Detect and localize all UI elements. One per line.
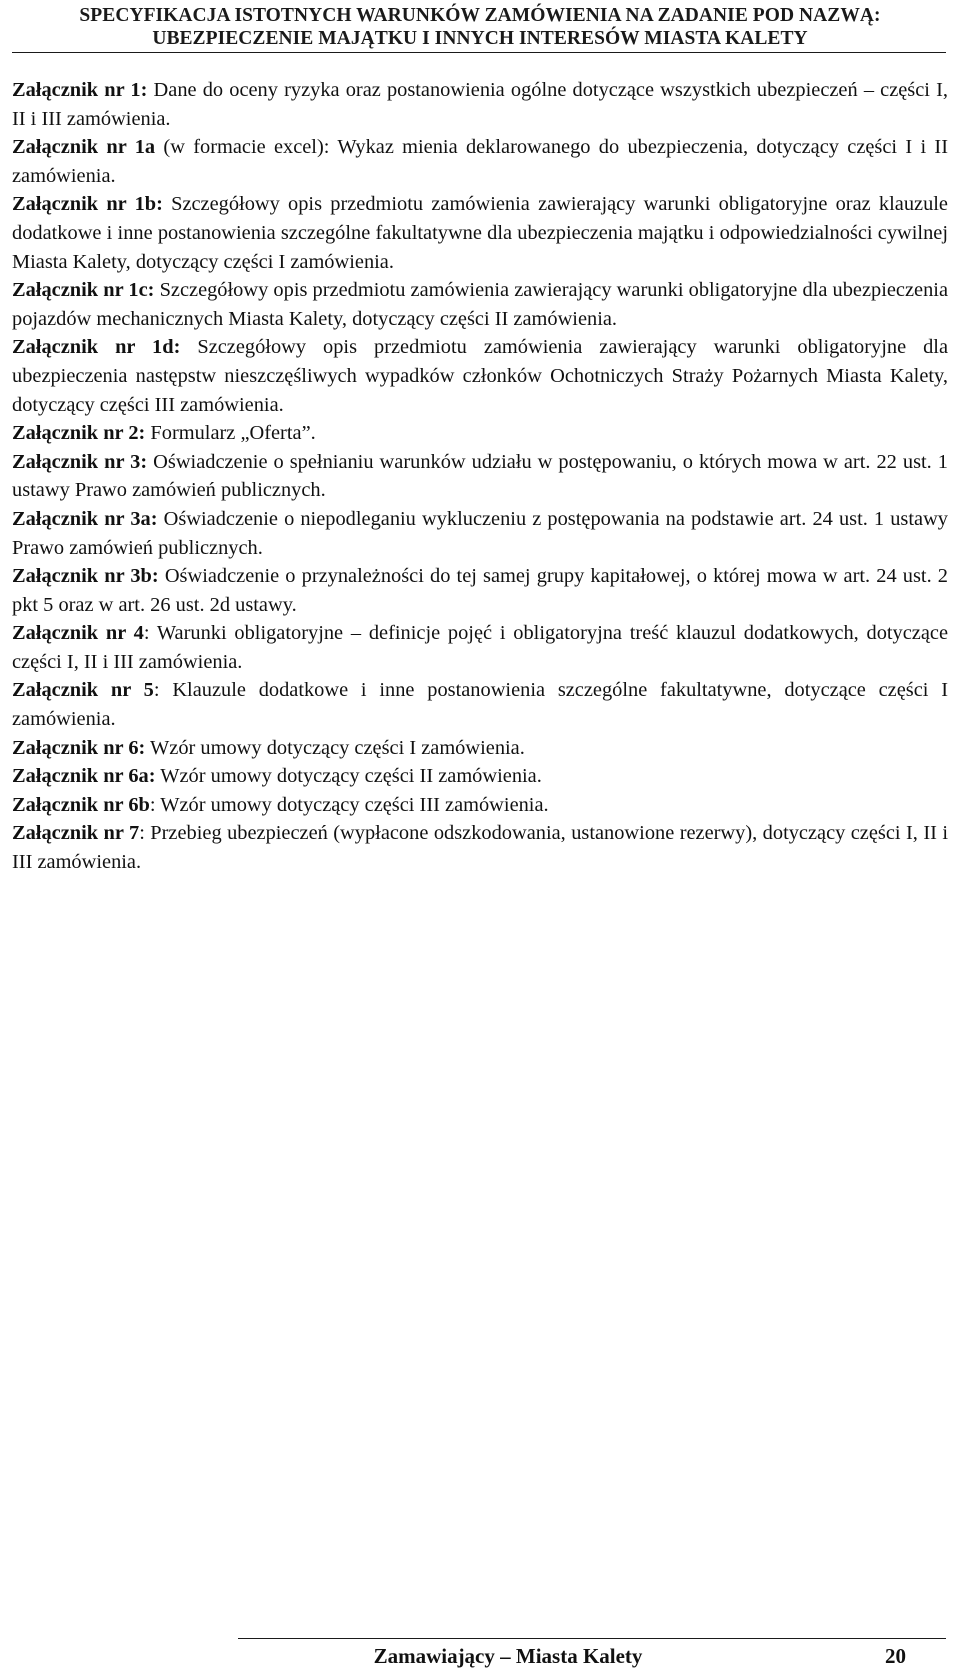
attachment-text: : Przebieg ubezpieczeń (wypłacone odszkodowania, ustanowione rezerwy), dotyczący części I, II i III zamówienia. bbox=[12, 822, 949, 874]
attachment-label: Załącznik nr 4 bbox=[12, 622, 144, 645]
attachment-text: (w formacie excel): Wykaz mienia deklarowanego do ubezpieczenia, dotyczący części I i II zamówienia. bbox=[12, 136, 948, 187]
attachment-label: Załącznik nr 3: bbox=[12, 450, 148, 473]
attachment-label: Załącznik nr 1a bbox=[12, 136, 156, 159]
attachment-label: Załącznik nr 6b bbox=[12, 793, 150, 816]
attachment-label: Załącznik nr 6a: bbox=[12, 765, 156, 788]
attachment-5 bbox=[12, 676, 948, 733]
attachment-text: : Klauzule dodatkowe i inne postanowienia szczególne fakultatywne, dotyczące części I zamówienia. bbox=[12, 679, 948, 731]
header-line-2: UBEZPIECZENIE MAJĄTKU I INNYCH INTERESÓW MIASTA KALETY bbox=[152, 28, 808, 49]
attachment-label: Załącznik nr 2: bbox=[12, 422, 146, 445]
attachment-label: Załącznik nr 6: bbox=[12, 736, 146, 759]
attachment-label: Załącznik nr 3a: bbox=[12, 507, 158, 530]
attachment-2 bbox=[12, 419, 948, 448]
attachment-1a bbox=[12, 133, 948, 190]
attachment-text: Szczegółowy opis przedmiotu zamówienia zawierający warunki obligatoryjne oraz klauzule dodatkowe i inne postanowienia szczególne fakultatywne dla ubezpieczenia majątku i odpowiedzialności cywilnej Miasta Kalety, dotyczący części I zamówienia. bbox=[12, 193, 948, 273]
attachment-text: : Wzór umowy dotyczący części III zamówienia. bbox=[149, 793, 549, 816]
attachment-3b bbox=[12, 562, 948, 619]
document-header bbox=[12, 4, 948, 50]
attachment-3 bbox=[12, 448, 948, 505]
attachment-label: Załącznik nr 1d: bbox=[12, 336, 181, 359]
attachment-1d bbox=[12, 333, 948, 419]
footer-divider bbox=[238, 1638, 946, 1639]
attachment-6b bbox=[12, 791, 948, 820]
attachment-text: Szczegółowy opis przedmiotu zamówienia zawierający warunki obligatoryjne dla ubezpieczenia następstw nieszczęśliwych wypadków członków Ochotniczych Straży Pożarnych Miasta Kalety, dotyczący części III zamówienia. bbox=[12, 336, 948, 416]
attachment-4 bbox=[12, 619, 948, 676]
attachment-label: Załącznik nr 1b: bbox=[12, 193, 163, 216]
attachment-text: Dane do oceny ryzyka oraz postanowienia ogólne dotyczące wszystkich ubezpieczeń – części I, II i III zamówienia. bbox=[12, 79, 948, 130]
attachment-text: Oświadczenie o niepodleganiu wykluczeniu z postępowania na podstawie art. 24 ust. 1 ustawy Prawo zamówień publicznych. bbox=[12, 507, 948, 559]
attachment-label: Załącznik nr 1: bbox=[12, 79, 148, 101]
attachment-7 bbox=[12, 819, 948, 876]
attachment-label: Załącznik nr 7 bbox=[12, 822, 140, 845]
attachment-3a bbox=[12, 505, 948, 562]
header-line-1: SPECYFIKACJA ISTOTNYCH WARUNKÓW ZAMÓWIENIA NA ZADANIE POD NAZWĄ: bbox=[79, 5, 881, 26]
footer-organization: Zamawiający – Miasta Kalety bbox=[373, 1644, 643, 1668]
attachment-text: : Warunki obligatoryjne – definicje pojęć i obligatoryjna treść klauzul dodatkowych, dotyczące części I, II i III zamówienia. bbox=[12, 622, 949, 673]
attachments-list bbox=[12, 76, 948, 877]
attachment-label: Załącznik nr 1c: bbox=[12, 279, 155, 302]
attachment-1c bbox=[12, 276, 948, 333]
attachment-text: Wzór umowy dotyczący części II zamówienia. bbox=[155, 765, 542, 788]
attachment-text: Szczegółowy opis przedmiotu zamówienia zawierający warunki obligatoryjne dla ubezpieczenia pojazdów mechanicznych Miasta Kalety, dotyczący części II zamówienia. bbox=[12, 279, 948, 330]
page-number: 20 bbox=[885, 1644, 906, 1668]
header-divider bbox=[12, 52, 946, 53]
attachment-1 bbox=[12, 76, 948, 133]
attachment-6 bbox=[12, 734, 948, 763]
attachment-6a bbox=[12, 762, 948, 791]
attachment-text: Oświadczenie o przynależności do tej samej grupy kapitałowej, o której mowa w art. 24 ust. 2 pkt 5 oraz w art. 26 ust. 2d ustawy. bbox=[12, 565, 948, 616]
attachment-label: Załącznik nr 3b: bbox=[12, 565, 159, 588]
attachment-text: Formularz „Oferta”. bbox=[145, 422, 316, 445]
attachment-text: Wzór umowy dotyczący części I zamówienia. bbox=[145, 736, 525, 759]
attachment-label: Załącznik nr 5 bbox=[12, 679, 154, 702]
attachment-1b bbox=[12, 190, 948, 276]
attachment-text: Oświadczenie o spełnianiu warunków udziału w postępowaniu, o których mowa w art. 22 ust. 1 ustawy Prawo zamówień publicznych. bbox=[12, 450, 948, 502]
